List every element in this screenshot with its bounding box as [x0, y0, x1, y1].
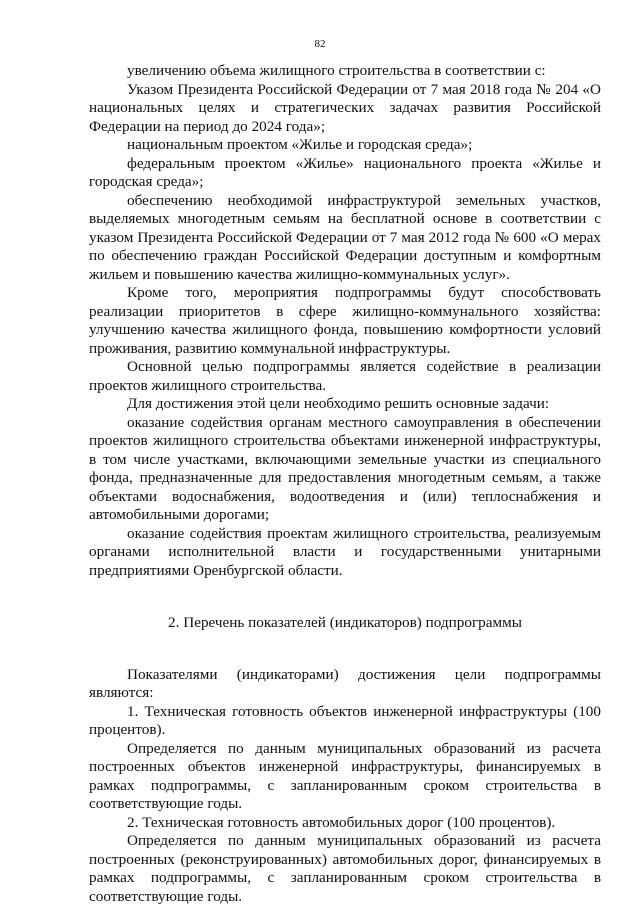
paragraph: 1. Техническая готовность объектов инженерной инфраструктуры (100 процентов). — [89, 702, 601, 738]
page-number: 82 — [314, 38, 326, 50]
section-heading: 2. Перечень показателей (индикаторов) подпрограммы — [168, 614, 522, 631]
paragraph: оказание содействия органам местного самоуправления в обеспечении проектов жилищного строительства объектами инженерной инфраструктуры, в том числе участками, включающими земельные участки из специального фонда, предназначенные для предоставления многодетным семьям, а также объектами водоснабжения, водоотведения и (или) теплоснабжения и автомобильными дорогами; — [89, 413, 601, 523]
paragraph: национальным проектом «Жилье и городская среда»; — [127, 136, 473, 153]
paragraph: Определяется по данным муниципальных образований из расчета построенных (реконструированных) автомобильных дорог, финансируемых в рамках подпрограммы, с запланированным сроком строительства в соответствующие годы. — [89, 832, 601, 905]
paragraph: увеличению объема жилищного строительства в соответствии с: — [127, 62, 546, 79]
spacer — [89, 633, 601, 666]
paragraph: Определяется по данным муниципальных образований из расчета построенных объектов инженерной инфраструктуры, финансируемых в рамках подпрограммы, с запланированным сроком строительства в соответствующие годы. — [89, 739, 601, 812]
paragraph: Показателями (индикаторами) достижения цели подпрограммы являются: — [89, 665, 601, 701]
document-body — [89, 62, 601, 906]
paragraph: 2. Техническая готовность автомобильных дорог (100 процентов). — [127, 813, 556, 831]
paragraph: Кроме того, мероприятия подпрограммы будут способствовать реализации приоритетов в сфере жилищно-коммунального хозяйства: улучшению качества жилищного фонда, повышению комфортности условий проживания, развитию коммунальной инфраструктуры. — [89, 284, 601, 357]
paragraph: обеспечению необходимой инфраструктурой земельных участков, выделяемых многодетным семьям на бесплатной основе в соответствии с указом Президента Российской Федерации от 7 мая 2012 года № 600 «О мерах по обеспечению граждан Российской Федерации доступным и комфортным жильем и повышению качества жилищно-коммунальных услуг». — [89, 191, 601, 283]
paragraph: федеральным проектом «Жилье» национального проекта «Жилье и городская среда»; — [89, 154, 601, 190]
paragraph: Указом Президента Российской Федерации от 7 мая 2018 года № 204 «О национальных целях и стратегических задачах развития Российской Федерации на период до 2024 года»; — [89, 80, 601, 135]
paragraph: Для достижения этой цели необходимо решить основные задачи: — [127, 395, 550, 412]
paragraph: оказание содействия проектам жилищного строительства, реализуемым органами исполнительной власти и государственными унитарными предприятиями Оренбургской области. — [89, 524, 601, 579]
paragraph: Основной целью подпрограммы является содействие в реализации проектов жилищного строительства. — [89, 358, 601, 394]
spacer — [89, 580, 601, 614]
